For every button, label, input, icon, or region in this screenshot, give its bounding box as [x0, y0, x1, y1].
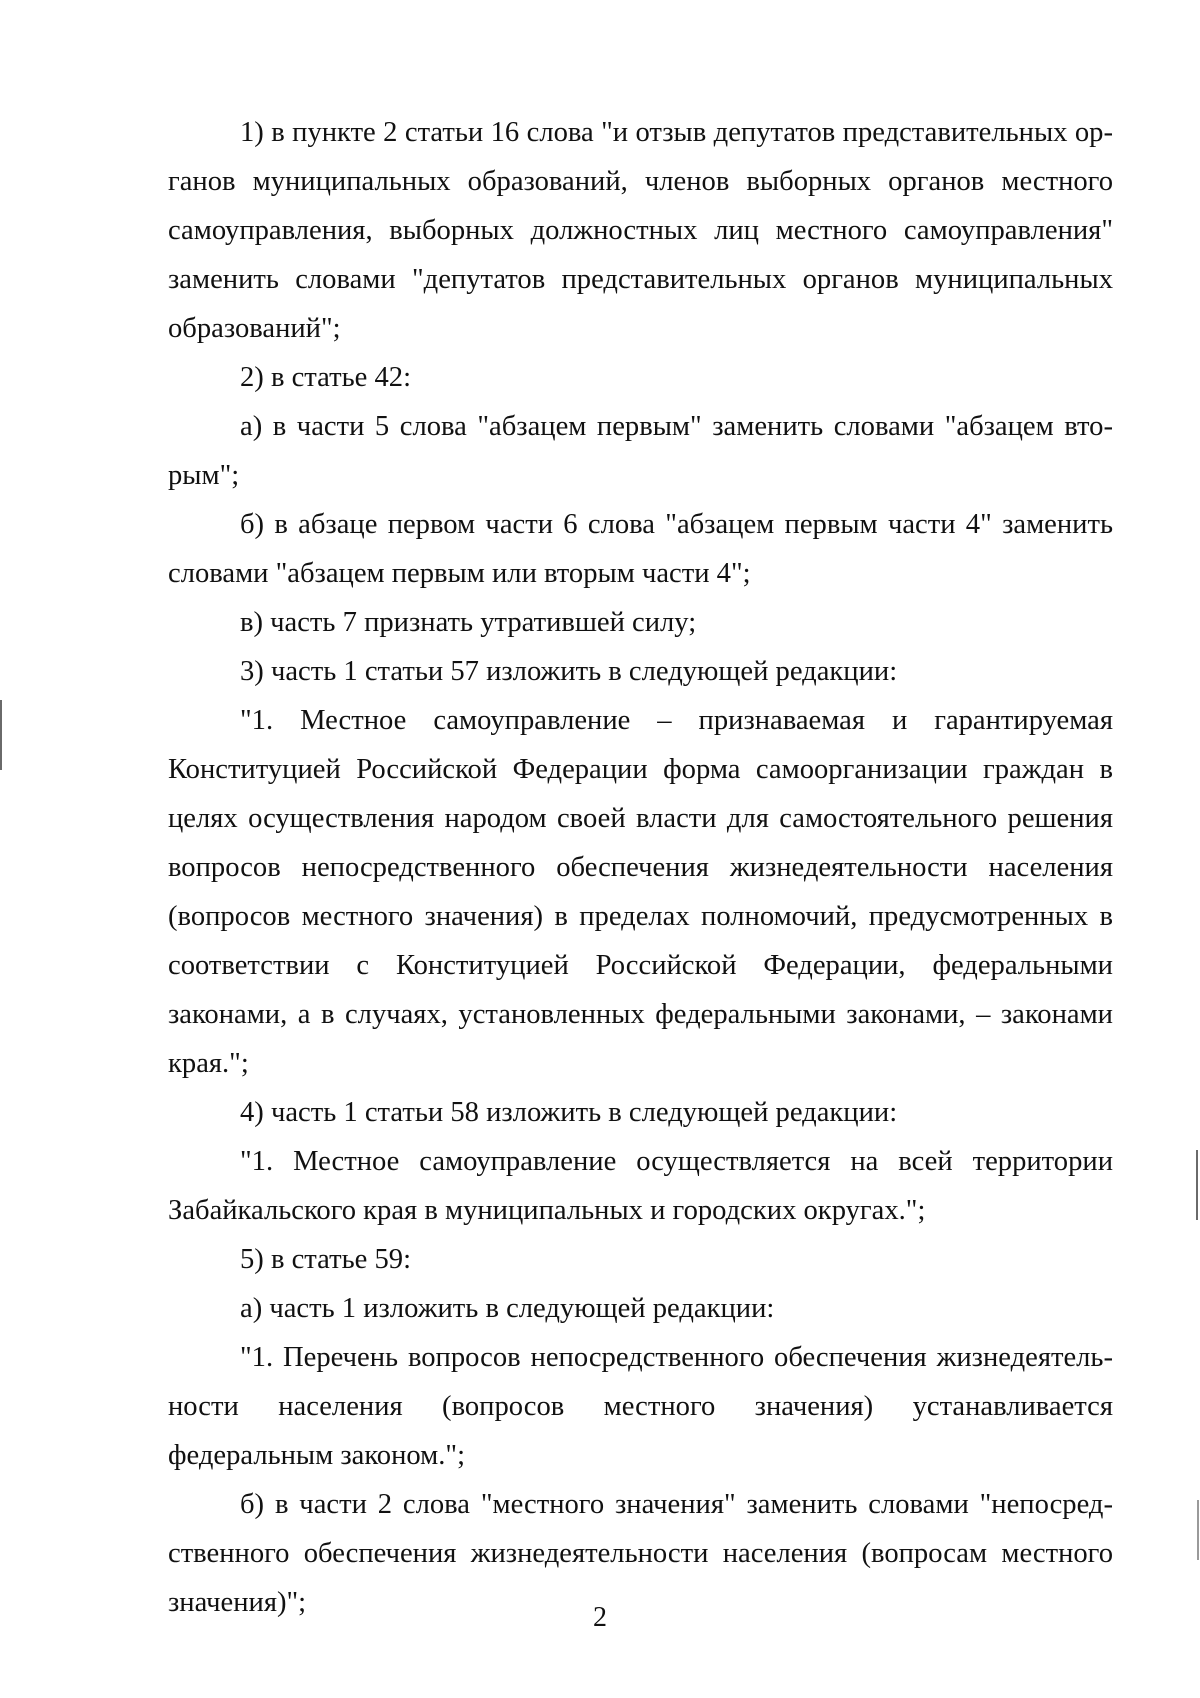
scan-edge-mark-left: [0, 700, 2, 770]
paragraph-item-5a: а) часть 1 изложить в следующей редакции:: [240, 1293, 775, 1324]
paragraph-item-2: 2) в статье 42:: [240, 362, 412, 393]
paragraph-item-4: 4) часть 1 статьи 58 изложить в следующей редакции:: [240, 1097, 898, 1128]
paragraph-item-1: 1) в пункте 2 статьи 16 слова "и отзыв депутатов представительных органов муниципальных образований, членов выборных органов местного самоуправления, выборных должностных лиц местного самоуправления" заменить словами "депутатов представительных органов муниципальных образований";: [168, 117, 1113, 344]
scan-edge-mark-right-lower: [1197, 1500, 1199, 1560]
paragraph-quote-article-58: "1. Местное самоуправление осуществляется на всей территории Забайкальского края в муниципальных и городских округах.";: [168, 1146, 1113, 1226]
paragraph-quote-article-57: "1. Местное самоуправление – признаваемая и гарантируемая Конституцией Российской Федерации форма самоорганизации граждан в целях осуществления народом своей власти для самостоятельного решения вопросов непосредственного обеспечения жизнедеятельности населения (вопросов местного значения) в пределах полномочий, предусмотренных в соответствии с Конституцией Российской Федерации, федеральными законами, а в случаях, установленных федеральными законами, – законами края.";: [168, 705, 1113, 1079]
page-number: 2: [593, 1602, 607, 1633]
paragraph-item-2a: а) в части 5 слова "абзацем первым" заменить словами "абзацем вторым";: [168, 411, 1113, 491]
paragraph-quote-article-59: "1. Перечень вопросов непосредственного обеспечения жизнедеятельности населения (вопросов местного значения) устанавливается федеральным законом.";: [168, 1342, 1113, 1471]
scan-edge-mark-right: [1196, 1150, 1198, 1220]
paragraph-item-3: 3) часть 1 статьи 57 изложить в следующей редакции:: [240, 656, 898, 687]
document-body: [168, 108, 1113, 1627]
paragraph-item-2c: в) часть 7 признать утратившей силу;: [240, 607, 697, 638]
paragraph-item-2b: б) в абзаце первом части 6 слова "абзацем первым части 4" заменить словами "абзацем первым или вторым части 4";: [168, 509, 1113, 589]
paragraph-item-5: 5) в статье 59:: [240, 1244, 412, 1275]
paragraph-item-5b: б) в части 2 слова "местного значения" заменить словами "непосредственного обеспечения жизнедеятельности населения (вопросам местного значения)";: [168, 1489, 1113, 1618]
